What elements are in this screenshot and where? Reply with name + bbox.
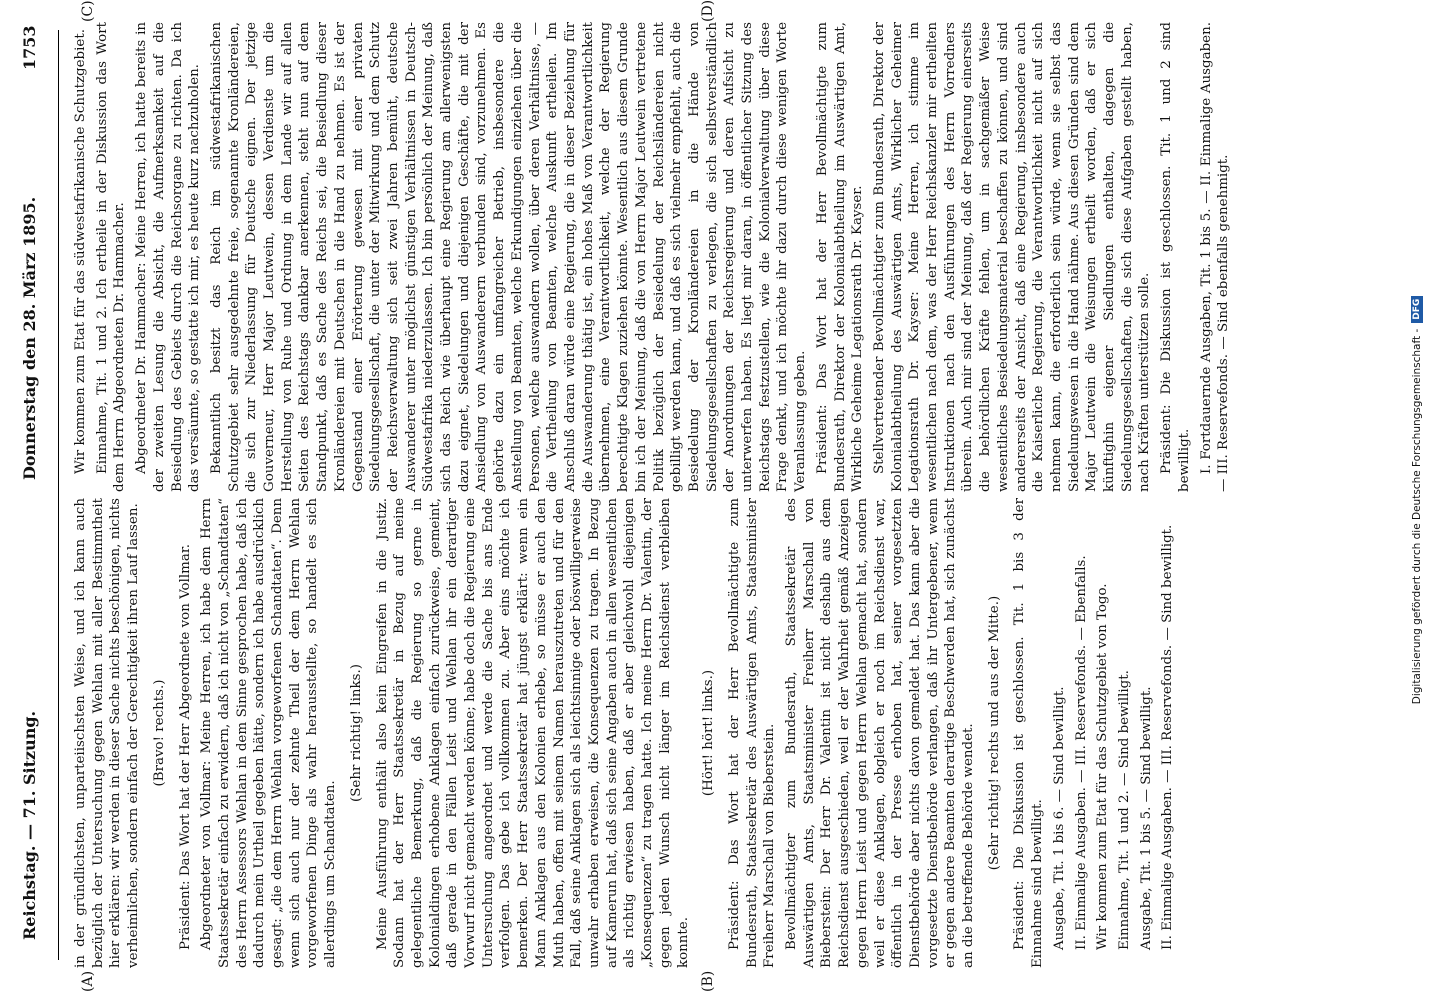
header-date: Donnerstag den 28. März 1895. (20, 196, 39, 480)
header-rule (58, 30, 59, 960)
interjection: (Bravo! rechts.) (151, 679, 167, 787)
paragraph: Präsident: Das Wort hat der Herr Bevollmächtigte zum Bundesrath, Staatssekretär des Auswärtigen Amts, Staatsminister Freiherr Marschall von Bieberstein. (726, 498, 778, 968)
interjection: (Sehr richtig! rechts und aus der Mitte.) (986, 595, 1002, 871)
paragraph: Präsident: Die Diskussion ist geschlossen. Tit. 1 bis 3 der Einnahme sind bewilligt. (1012, 498, 1046, 968)
paragraph: I. Fortdauernde Ausgaben, Tit. 1 bis 5. — II. Einmalige Ausgaben. — III. Reservefonds. — Sind ebenfalls genehmigt. (1198, 22, 1232, 492)
header-page-number: 1753 (20, 25, 39, 70)
paragraph: Ausgabe, Tit. 1 bis 5. — Sind bewilligt. (1138, 686, 1154, 950)
interjection: (Sehr richtig! links.) (348, 664, 364, 802)
paragraph: Meine Ausführung enthält also kein Eingreifen in die Justiz. Sodann hat der Herr Staatssekretär in Bezug auf meine gelegentliche Bemerkung, daß die Regierung so gerne in Kolonialdingen erhobene Anklagen einfach zurückweise, gemeint, daß gerade in den Fällen Leist und Wehlan ihr ein derartiger Vorwurf nicht gemacht werden könne; habe doch die Regierung eine Untersuchung angeordnet und werde die Sache bis ans Ende verfolgen. Das gebe ich vollkommen zu. Aber eins möchte ich bemerken. Der Herr Staatssekretär hat jüngst erklärt: wenn ein Mann Anklagen aus den Kolonien erhebe, so müsse er auch den Muth haben, offen mit seinem Namen herauszutreten und für den Fall, daß seine Anklagen sich als leichtsinnige oder böswilligerweise unwahr erhaben erweisen, die Konsequenzen zu tragen. In Bezug auf Kamerun hat, daß sich seine Angaben auch in allen wesentlichen als richtig erwiesen haben, daß er aber gleichwohl diejenigen „Konsequenzen“ zu tragen hatte. Ich meine Herrn Dr. Valentin, der gegen jeden Wunsch nicht länger im Reichsdienst verbleiben konnte. (374, 498, 691, 968)
paragraph: II. Einmalige Ausgaben. — III. Reservefonds. — Sind bewilligt. (1160, 524, 1176, 950)
paragraph: II. Einmalige Ausgaben. — III. Reservefonds. — Ebenfalls. (1073, 555, 1089, 950)
dfg-notice-text: Digitalisierung gefördert durch die Deutsche Forschungsgemeinschaft - (1411, 328, 1423, 705)
paragraph: Bevollmächtigter zum Bundesrath, Staatssekretär des Auswärtigen Amts, Staatsminister Freiherr Marschall von Bieberstein: Der Herr Dr. Valentin ist nicht deshalb aus dem Reichsdienst ausgeschieden, weil er der Wahrheit gemäß Anzeigen gegen Herrn Leist und gegen Herrn Wehlan gemacht hat, sondern weil er diese Anklagen, obgleich er noch im Reichsdienst war, öffentlich in der Presse erhoben hat, seiner vorgesetzten Dienstbehörde aber nichts davon gemeldet hat. Das kann aber die vorgesetzte Dienstbehörde verlangen, daß ihr Untergebener, wenn er gegen andere Beamten derartige Beschwerden hat, sich zunächst an die betreffende Behörde wendet. (784, 498, 977, 968)
paragraph: Ausgabe, Tit. 1 bis 6. — Sind bewilligt. (1051, 686, 1067, 950)
paragraph: Präsident: Die Diskussion ist geschlossen. Tit. 1 und 2 sind bewilligt. (1159, 22, 1192, 492)
paragraph: Einnahme, Tit. 1 und 2. Ich ertheile in der Diskussion das Wort dem Herrn Abgeordneten Dr. Hammacher. (94, 22, 128, 492)
header-session: Reichstag. — 71. Sitzung. (20, 710, 39, 940)
paragraph: Wir kommen zum Etat für das Schutzgebiet von Togo. (1095, 583, 1111, 950)
paragraph: Wir kommen zum Etat für das südwestafrikanische Schutzgebiet. (73, 29, 88, 474)
margin-mark-b: (B) (700, 970, 716, 992)
paragraph: Einnahme, Tit. 1 und 2. — Sind bewilligt. (1116, 670, 1132, 950)
page-header (20, 0, 60, 1000)
dfg-funding-notice (1404, 0, 1430, 1000)
right-column (72, 22, 1237, 492)
paragraph: Präsident: Das Wort hat der Herr Abgeordnete von Vollmar. (177, 543, 193, 950)
paragraph: in der gründlichsten, unparteiischsten Weise, und ich kann auch bezüglich der Untersuchung gegen Wehlan mit aller Bestimmtheit hier erklären: wir werden in dieser Sache nichts beschönigen, nichts verheimlichen, sondern einfach der Gerechtigkeit ihren Lauf lassen. (73, 498, 142, 968)
left-column (72, 498, 1181, 968)
paragraph: Bekanntlich besitzt das Reich im südwestafrikanischen Schutzgebiet sehr ausgedehnte freie, sogenannte Kronländereien, die sich zur Niederlassung für Deutsche eignen. Der jetzige Gouverneur, Herr Major Leutwein, dessen Verdienste um die Herstellung von Ruhe und Ordnung in dem Lande wir auf allen Seiten des Reichstags dankbar anerkennen, steht nun auf dem Standpunkt, daß es Sache des Reichs sei, die Besiedlung dieser Kronländereien mit Deutschen in die Hand zu nehmen. Es ist der Gegenstand einer Erörterung gewesen mit einer privaten Siedelungsgesellschaft, die unter der Mitwirkung und dem Schutz der Reichsverwaltung sich seit zwei Jahren bemüht, deutsche Auswanderer unter möglichst günstigen Verhältnissen in Deutsch-Südwestafrika niederzulassen. Ich bin persönlich der Meinung, daß sich das Reich wie überhaupt eine Regierung am allerwenigsten dazu eignet, Siedelungen und diejenigen Geschäfte, die mit der Ansiedlung von Auswanderern verbunden sind, vorzunehmen. Es gehörte dazu ein umfangreicher Betrieb, insbesondere die Anstellung von Beamten, welche Erkundigungen einziehen über die Personen, welche auswandern wollen, über deren Verhältnisse, — die Vertheilung von Beamten, welche Auskunft ertheilen. Im Anschluß daran würde eine Regierung, die in dieser Beziehung für die Auswanderung thätig ist, ein hohes Maß von Verantwortlichkeit übernehmen, eine Verantwortlichkeit, welche der Regierung berechtigte Klagen zuziehen könnte. Wesentlich aus diesem Grunde bin ich der Meinung, daß die von Herrn Major Leutwein vertretene Politik bezüglich der Besiedelung der Reichsländereien nicht gebilligt werden kann, und daß es sich vielmehr empfiehlt, auch die Besiedelung der Kronländereien in die Hände von Siedelungsgesellschaften zu verlegen, die sich selbstverständlich der Anordnungen der Reichsregierung und deren Aufsicht zu unterwerfen haben. Es liegt mir daran, in öffentlicher Sitzung des Reichstags festzustellen, wie die Kolonialverwaltung über diese Frage denkt, und ich möchte ihr dazu durch diese wenigen Worte Veranlassung geben. (208, 22, 809, 492)
paragraph: Abgeordneter von Vollmar: Meine Herren, ich habe dem Herrn Staatssekretär einfach zu erwidern, daß ich nicht von „Schandtaten“ des Herrn Assessors Wehlan in dem Sinne gesprochen habe, daß ich dadurch mein Urtheil gegeben hätte, sondern ich habe ausdrücklich gesagt: „die dem Herrn Wehlan vorgeworfenen Schandtaten“. Denn wenn sich auch nur der zehnte Theil der dem Herrn Wehlan vorgeworfenen Dinge als wahr herausstellte, so handelt es sich allerdings um Schandtaten. (199, 498, 339, 968)
margin-mark-a: (A) (80, 970, 96, 992)
margin-mark-c: (C) (80, 0, 96, 22)
paragraph: Abgeordneter Dr. Hammacher: Meine Herren, ich hatte bereits in der zweiten Lesung die Absicht, die Aufmerksamkeit auf die Besiedlung des Gebiets durch die Reichsorgane zu richten. Da ich das versäumte, so gestatte ich mir, es heute kurz nachzuholen. (134, 22, 203, 492)
margin-mark-d: (D) (700, 0, 716, 22)
paragraph: Präsident: Das Wort hat der Herr Bevollmächtigte zum Bundesrath, Direktor der Kolonialabtheilung im Auswärtigen Amt, Wirkliche Geheime Legationsrath Dr. Kayser. (814, 22, 866, 492)
paragraph: Stellvertretender Bevollmächtigter zum Bundesrath, Direktor der Kolonialabtheilung des Auswärtigen Amts, Wirklicher Geheimer Legationsrath Dr. Kayser: Meine Herren, ich stimme im wesentlichen nach dem, was der Herr Reichskanzler mir ertheilten Instruktionen nach den Ausführungen des Herrn Vorredners überein. Auch mir sind der Meinung, daß der Regierung einerseits die behördlichen Kräfte fehlen, um in sachgemäßer Weise wesentliches Besiedelungsmaterial beschaffen zu können, und sind andererseits der Ansicht, daß eine Regierung, insbesondere auch die Kaiserliche Regierung, die Verantwortlichkeit nicht auf sich nehmen kann, die erforderlich sein würde, wenn sie selbst das Siedelungswesen in die Hand nähme. Aus diesen Gründen sind dem Major Leutwein die Weisungen ertheilt worden, daß er sich künftighin eigener Siedlungen enthalten, dagegen die Siedelungsgesellschaften, die sich diese Aufgaben gestellt haben, nach Kräften unterstützen solle. (871, 22, 1153, 492)
dfg-logo: DFG (1411, 296, 1423, 323)
interjection: (Hört! hört! links.) (701, 669, 717, 797)
